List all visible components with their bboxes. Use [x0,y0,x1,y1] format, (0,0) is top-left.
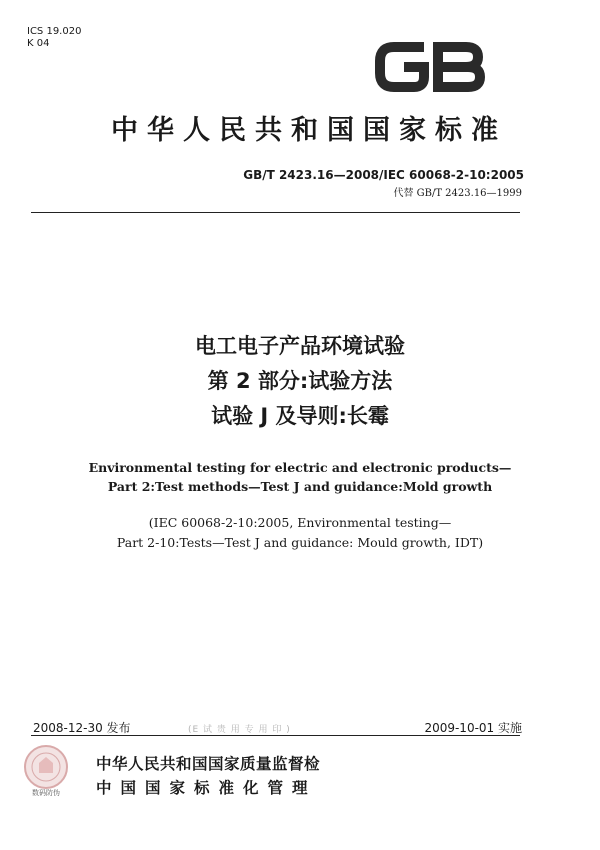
ics-code: ICS 19.020 [27,26,82,37]
replaces-note: 代替 GB/T 2423.16—1999 [393,188,522,199]
iec-reference-line2: Part 2-10:Tests—Test J and guidance: Mould growth, IDT) [116,535,484,550]
issuing-org-line1: 中华人民共和国国家质量监督检 [96,755,321,773]
issue-date: 2008-12-30 发布 [33,721,131,735]
title-cn-line3: 试验 J 及导则:长霉 [211,404,389,428]
classification-code: K 04 [27,38,50,49]
title-cn-line2: 第 2 部分:试验方法 [207,369,393,393]
title-cn-line1: 电工电子产品环境试验 [195,334,405,358]
top-divider [31,212,520,213]
title-en-line2: Part 2:Test methods—Test J and guidance:Mold growth [107,479,493,494]
implementation-date: 2009-10-01 实施 [424,721,522,735]
iec-reference-line1: (IEC 60068-2-10:2005, Environmental testing— [148,515,452,530]
standard-number: GB/T 2423.16—2008/IEC 60068-2-10:2005 [243,168,524,182]
seal-label: 数码防伪 [32,789,60,797]
title-en-line1: Environmental testing for electric and electronic products— [88,460,512,475]
bottom-divider [31,735,520,736]
issuing-org-line2: 中国国家标准化管理 [96,779,317,797]
gb-logo [372,33,488,101]
faint-stamp-text: (E 试 贵 用 专 用 印 ) [188,725,291,735]
anti-counterfeit-seal-icon [22,743,70,791]
standard-name: 中华人民共和国国家标准 [111,115,507,146]
